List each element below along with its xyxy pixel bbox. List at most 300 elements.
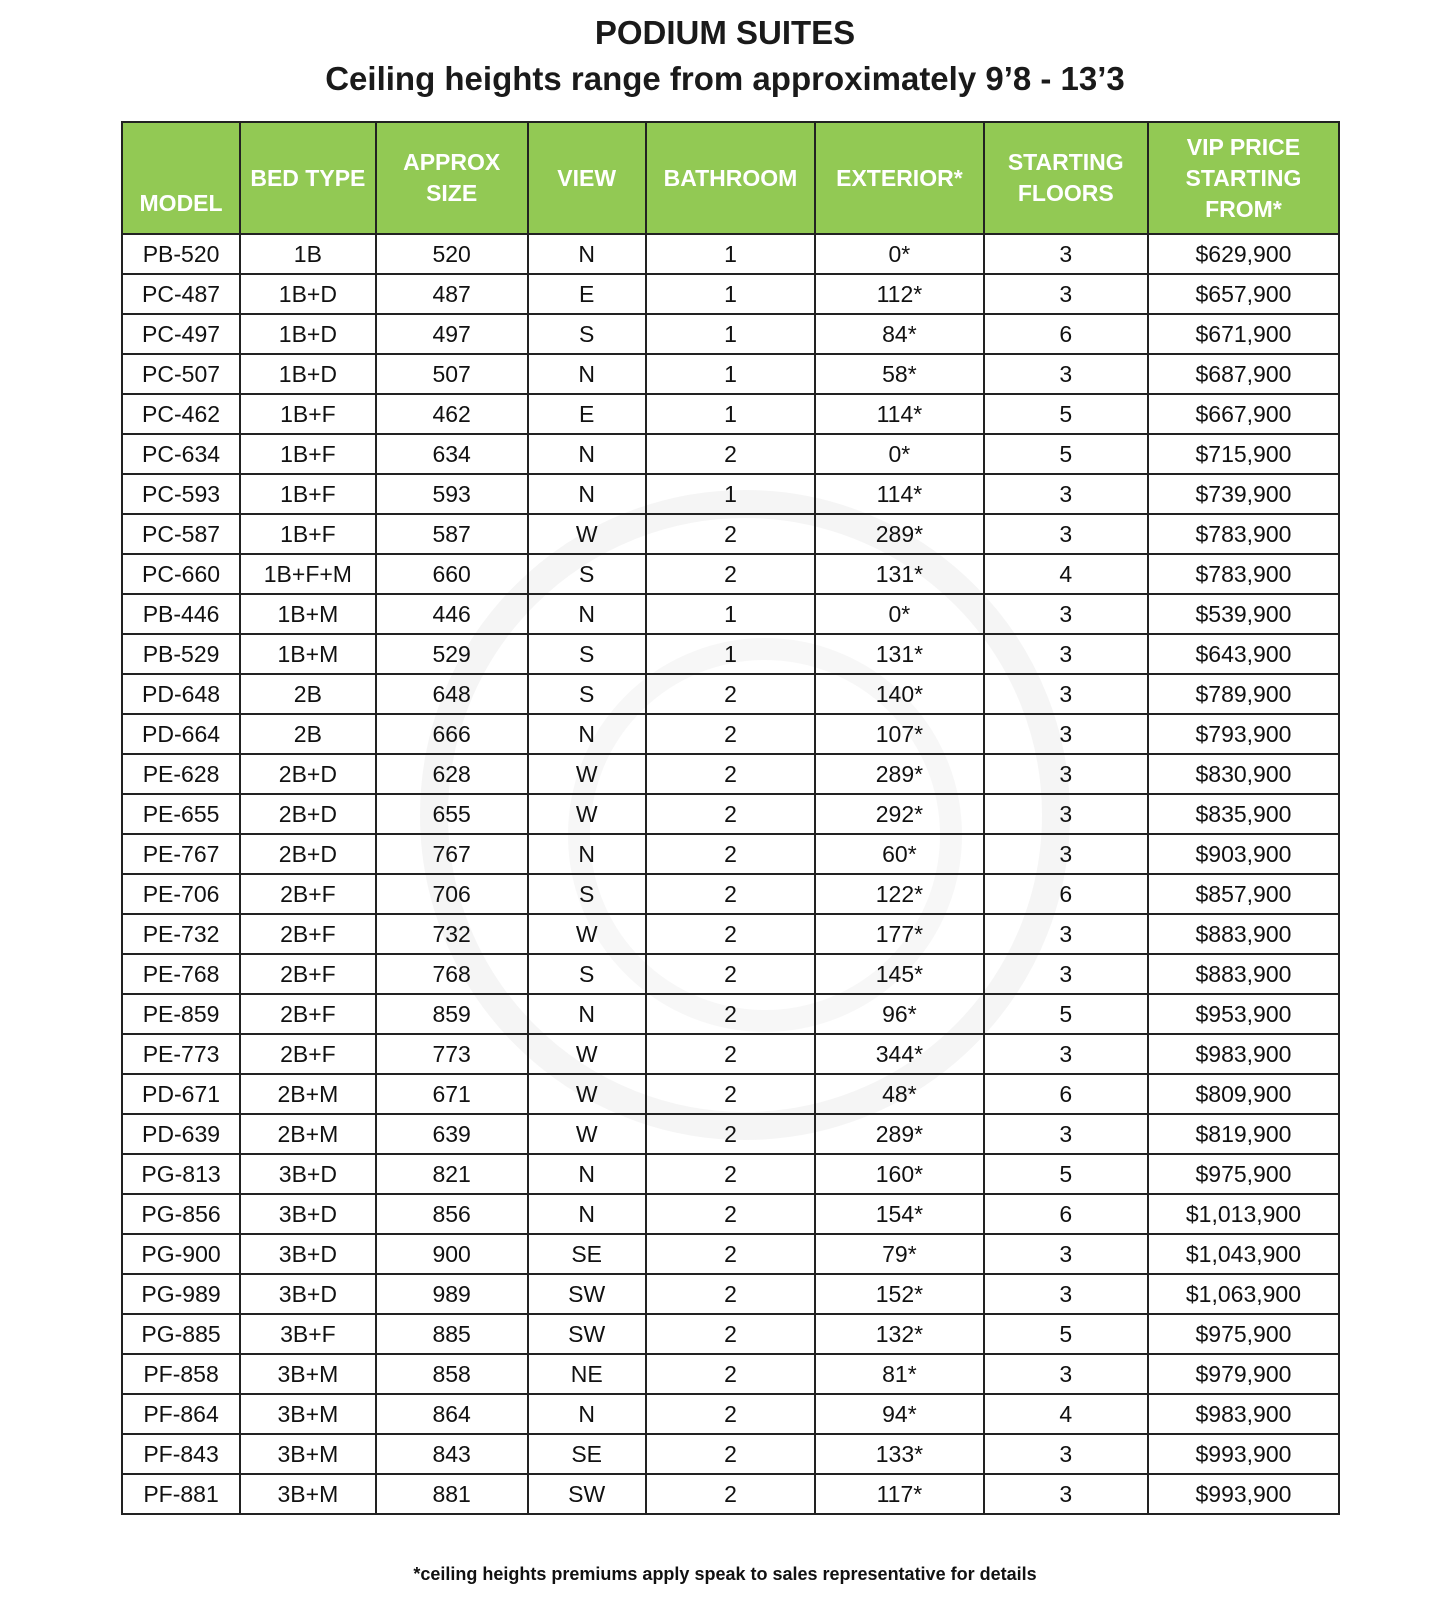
table-row xyxy=(122,1154,1339,1194)
table-row xyxy=(122,474,1339,514)
bathroom-cell: 2 xyxy=(646,434,815,474)
table-row xyxy=(122,754,1339,794)
bed-type-cell: 2B+M xyxy=(240,1114,376,1154)
model-cell: PG-900 xyxy=(122,1234,240,1274)
bathroom-cell: 1 xyxy=(646,274,815,314)
table-row xyxy=(122,994,1339,1034)
model-cell: PE-732 xyxy=(122,914,240,954)
size-cell: 648 xyxy=(376,674,528,714)
column-header-vip-price: VIP PRICE STARTING FROM* xyxy=(1148,122,1339,234)
table-row xyxy=(122,1274,1339,1314)
exterior-cell: 107* xyxy=(815,714,983,754)
bathroom-cell: 2 xyxy=(646,1154,815,1194)
exterior-cell: 131* xyxy=(815,634,983,674)
starting-floor-cell: 6 xyxy=(984,874,1148,914)
vip-price-cell: $1,013,900 xyxy=(1148,1194,1339,1234)
size-cell: 900 xyxy=(376,1234,528,1274)
exterior-cell: 154* xyxy=(815,1194,983,1234)
starting-floor-cell: 6 xyxy=(984,314,1148,354)
table-row xyxy=(122,1034,1339,1074)
vip-price-cell: $809,900 xyxy=(1148,1074,1339,1114)
bathroom-cell: 1 xyxy=(646,394,815,434)
size-cell: 732 xyxy=(376,914,528,954)
bathroom-cell: 2 xyxy=(646,1194,815,1234)
view-cell: N xyxy=(528,354,646,394)
size-cell: 462 xyxy=(376,394,528,434)
size-cell: 768 xyxy=(376,954,528,994)
bathroom-cell: 2 xyxy=(646,994,815,1034)
size-cell: 666 xyxy=(376,714,528,754)
view-cell: N xyxy=(528,234,646,274)
table-row xyxy=(122,314,1339,354)
model-cell: PE-768 xyxy=(122,954,240,994)
view-cell: W xyxy=(528,914,646,954)
model-cell: PC-587 xyxy=(122,514,240,554)
bathroom-cell: 2 xyxy=(646,1274,815,1314)
column-header-bathroom: BATHROOM xyxy=(646,122,815,234)
view-cell: N xyxy=(528,434,646,474)
table-row xyxy=(122,1474,1339,1514)
size-cell: 446 xyxy=(376,594,528,634)
view-cell: S xyxy=(528,874,646,914)
vip-price-cell: $983,900 xyxy=(1148,1394,1339,1434)
suites-table xyxy=(121,121,1340,1515)
vip-price-cell: $953,900 xyxy=(1148,994,1339,1034)
vip-price-cell: $783,900 xyxy=(1148,514,1339,554)
starting-floor-cell: 3 xyxy=(984,354,1148,394)
size-cell: 843 xyxy=(376,1434,528,1474)
exterior-cell: 112* xyxy=(815,274,983,314)
exterior-cell: 344* xyxy=(815,1034,983,1074)
bed-type-cell: 1B+M xyxy=(240,594,376,634)
size-cell: 989 xyxy=(376,1274,528,1314)
size-cell: 856 xyxy=(376,1194,528,1234)
exterior-cell: 0* xyxy=(815,434,983,474)
bathroom-cell: 2 xyxy=(646,1474,815,1514)
exterior-cell: 289* xyxy=(815,1114,983,1154)
model-cell: PC-593 xyxy=(122,474,240,514)
bed-type-cell: 2B+F xyxy=(240,954,376,994)
exterior-cell: 292* xyxy=(815,794,983,834)
starting-floor-cell: 3 xyxy=(984,794,1148,834)
starting-floor-cell: 3 xyxy=(984,674,1148,714)
size-cell: 864 xyxy=(376,1394,528,1434)
vip-price-cell: $883,900 xyxy=(1148,954,1339,994)
model-cell: PC-660 xyxy=(122,554,240,594)
starting-floor-cell: 5 xyxy=(984,394,1148,434)
bathroom-cell: 2 xyxy=(646,1394,815,1434)
vip-price-cell: $975,900 xyxy=(1148,1154,1339,1194)
model-cell: PG-856 xyxy=(122,1194,240,1234)
table-row xyxy=(122,714,1339,754)
table-row xyxy=(122,1394,1339,1434)
model-cell: PC-497 xyxy=(122,314,240,354)
bathroom-cell: 2 xyxy=(646,954,815,994)
model-cell: PD-639 xyxy=(122,1114,240,1154)
exterior-cell: 117* xyxy=(815,1474,983,1514)
page-subtitle: Ceiling heights range from approximately 9’8 - 13’3 xyxy=(325,60,1125,97)
model-cell: PD-664 xyxy=(122,714,240,754)
vip-price-cell: $1,043,900 xyxy=(1148,1234,1339,1274)
starting-floor-cell: 4 xyxy=(984,554,1148,594)
size-cell: 858 xyxy=(376,1354,528,1394)
exterior-cell: 131* xyxy=(815,554,983,594)
exterior-cell: 48* xyxy=(815,1074,983,1114)
bathroom-cell: 2 xyxy=(646,1114,815,1154)
vip-price-cell: $793,900 xyxy=(1148,714,1339,754)
vip-price-cell: $667,900 xyxy=(1148,394,1339,434)
bed-type-cell: 1B xyxy=(240,234,376,274)
model-cell: PE-773 xyxy=(122,1034,240,1074)
starting-floor-cell: 3 xyxy=(984,274,1148,314)
table-row xyxy=(122,1114,1339,1154)
bathroom-cell: 2 xyxy=(646,1074,815,1114)
size-cell: 639 xyxy=(376,1114,528,1154)
bed-type-cell: 1B+D xyxy=(240,354,376,394)
bathroom-cell: 2 xyxy=(646,914,815,954)
size-cell: 529 xyxy=(376,634,528,674)
model-cell: PE-767 xyxy=(122,834,240,874)
bathroom-cell: 1 xyxy=(646,234,815,274)
exterior-cell: 289* xyxy=(815,514,983,554)
model-cell: PE-655 xyxy=(122,794,240,834)
table-row xyxy=(122,794,1339,834)
table-row xyxy=(122,914,1339,954)
vip-price-cell: $687,900 xyxy=(1148,354,1339,394)
starting-floor-cell: 3 xyxy=(984,594,1148,634)
view-cell: SW xyxy=(528,1474,646,1514)
table-row xyxy=(122,1314,1339,1354)
model-cell: PF-858 xyxy=(122,1354,240,1394)
view-cell: N xyxy=(528,714,646,754)
starting-floor-cell: 3 xyxy=(984,1354,1148,1394)
size-cell: 660 xyxy=(376,554,528,594)
bed-type-cell: 2B+F xyxy=(240,914,376,954)
bed-type-cell: 2B+F xyxy=(240,874,376,914)
vip-price-cell: $739,900 xyxy=(1148,474,1339,514)
vip-price-cell: $857,900 xyxy=(1148,874,1339,914)
exterior-cell: 114* xyxy=(815,394,983,434)
exterior-cell: 145* xyxy=(815,954,983,994)
bathroom-cell: 2 xyxy=(646,874,815,914)
bed-type-cell: 2B+D xyxy=(240,834,376,874)
starting-floor-cell: 5 xyxy=(984,1314,1148,1354)
bathroom-cell: 2 xyxy=(646,714,815,754)
view-cell: W xyxy=(528,754,646,794)
view-cell: W xyxy=(528,1114,646,1154)
bed-type-cell: 3B+M xyxy=(240,1434,376,1474)
vip-price-cell: $903,900 xyxy=(1148,834,1339,874)
table-row xyxy=(122,554,1339,594)
bathroom-cell: 1 xyxy=(646,314,815,354)
bathroom-cell: 1 xyxy=(646,634,815,674)
bed-type-cell: 1B+D xyxy=(240,274,376,314)
vip-price-cell: $643,900 xyxy=(1148,634,1339,674)
bed-type-cell: 3B+D xyxy=(240,1274,376,1314)
exterior-cell: 289* xyxy=(815,754,983,794)
exterior-cell: 140* xyxy=(815,674,983,714)
view-cell: N xyxy=(528,594,646,634)
starting-floor-cell: 3 xyxy=(984,714,1148,754)
size-cell: 497 xyxy=(376,314,528,354)
bed-type-cell: 2B+D xyxy=(240,794,376,834)
view-cell: S xyxy=(528,554,646,594)
bed-type-cell: 2B+M xyxy=(240,1074,376,1114)
exterior-cell: 122* xyxy=(815,874,983,914)
exterior-cell: 81* xyxy=(815,1354,983,1394)
bed-type-cell: 2B+D xyxy=(240,754,376,794)
starting-floor-cell: 5 xyxy=(984,1154,1148,1194)
vip-price-cell: $993,900 xyxy=(1148,1434,1339,1474)
view-cell: S xyxy=(528,954,646,994)
bed-type-cell: 3B+D xyxy=(240,1154,376,1194)
starting-floor-cell: 3 xyxy=(984,754,1148,794)
size-cell: 881 xyxy=(376,1474,528,1514)
exterior-cell: 94* xyxy=(815,1394,983,1434)
column-header-bed-type: BED TYPE xyxy=(240,122,376,234)
bathroom-cell: 1 xyxy=(646,474,815,514)
bathroom-cell: 2 xyxy=(646,1234,815,1274)
model-cell: PC-634 xyxy=(122,434,240,474)
view-cell: N xyxy=(528,1394,646,1434)
column-header-starting-floors: STARTING FLOORS xyxy=(984,122,1148,234)
exterior-cell: 60* xyxy=(815,834,983,874)
bathroom-cell: 1 xyxy=(646,594,815,634)
size-cell: 587 xyxy=(376,514,528,554)
starting-floor-cell: 3 xyxy=(984,234,1148,274)
view-cell: SW xyxy=(528,1314,646,1354)
vip-price-cell: $830,900 xyxy=(1148,754,1339,794)
starting-floor-cell: 3 xyxy=(984,474,1148,514)
model-cell: PG-989 xyxy=(122,1274,240,1314)
view-cell: N xyxy=(528,474,646,514)
view-cell: S xyxy=(528,634,646,674)
table-row xyxy=(122,1354,1339,1394)
bathroom-cell: 2 xyxy=(646,1354,815,1394)
column-header-approx-size: APPROX SIZE xyxy=(376,122,528,234)
view-cell: E xyxy=(528,394,646,434)
bed-type-cell: 3B+M xyxy=(240,1394,376,1434)
table-row xyxy=(122,1234,1339,1274)
model-cell: PG-813 xyxy=(122,1154,240,1194)
view-cell: SW xyxy=(528,1274,646,1314)
exterior-cell: 133* xyxy=(815,1434,983,1474)
bed-type-cell: 2B+F xyxy=(240,1034,376,1074)
exterior-cell: 58* xyxy=(815,354,983,394)
size-cell: 773 xyxy=(376,1034,528,1074)
model-cell: PE-628 xyxy=(122,754,240,794)
starting-floor-cell: 3 xyxy=(984,1434,1148,1474)
model-cell: PG-885 xyxy=(122,1314,240,1354)
size-cell: 487 xyxy=(376,274,528,314)
starting-floor-cell: 3 xyxy=(984,1034,1148,1074)
model-cell: PC-462 xyxy=(122,394,240,434)
bed-type-cell: 1B+F xyxy=(240,394,376,434)
vip-price-cell: $883,900 xyxy=(1148,914,1339,954)
bed-type-cell: 1B+M xyxy=(240,634,376,674)
bed-type-cell: 2B xyxy=(240,674,376,714)
starting-floor-cell: 3 xyxy=(984,1234,1148,1274)
vip-price-cell: $539,900 xyxy=(1148,594,1339,634)
starting-floor-cell: 3 xyxy=(984,834,1148,874)
view-cell: N xyxy=(528,1154,646,1194)
table-row xyxy=(122,874,1339,914)
bathroom-cell: 2 xyxy=(646,794,815,834)
vip-price-cell: $629,900 xyxy=(1148,234,1339,274)
vip-price-cell: $835,900 xyxy=(1148,794,1339,834)
starting-floor-cell: 3 xyxy=(984,914,1148,954)
model-cell: PB-520 xyxy=(122,234,240,274)
exterior-cell: 132* xyxy=(815,1314,983,1354)
exterior-cell: 84* xyxy=(815,314,983,354)
exterior-cell: 96* xyxy=(815,994,983,1034)
view-cell: N xyxy=(528,994,646,1034)
size-cell: 706 xyxy=(376,874,528,914)
view-cell: E xyxy=(528,274,646,314)
table-header-row xyxy=(122,122,1339,234)
starting-floor-cell: 3 xyxy=(984,1274,1148,1314)
bed-type-cell: 1B+F xyxy=(240,474,376,514)
bathroom-cell: 2 xyxy=(646,754,815,794)
table-row xyxy=(122,634,1339,674)
size-cell: 520 xyxy=(376,234,528,274)
table-row xyxy=(122,274,1339,314)
table-row xyxy=(122,1194,1339,1234)
table-row xyxy=(122,394,1339,434)
view-cell: S xyxy=(528,314,646,354)
bed-type-cell: 3B+D xyxy=(240,1194,376,1234)
size-cell: 859 xyxy=(376,994,528,1034)
bathroom-cell: 2 xyxy=(646,1434,815,1474)
bed-type-cell: 2B xyxy=(240,714,376,754)
bed-type-cell: 3B+F xyxy=(240,1314,376,1354)
starting-floor-cell: 3 xyxy=(984,1114,1148,1154)
model-cell: PD-648 xyxy=(122,674,240,714)
table-row xyxy=(122,354,1339,394)
table-row xyxy=(122,954,1339,994)
model-cell: PF-843 xyxy=(122,1434,240,1474)
starting-floor-cell: 3 xyxy=(984,954,1148,994)
bed-type-cell: 3B+M xyxy=(240,1474,376,1514)
model-cell: PC-487 xyxy=(122,274,240,314)
bathroom-cell: 2 xyxy=(646,514,815,554)
model-cell: PF-864 xyxy=(122,1394,240,1434)
vip-price-cell: $657,900 xyxy=(1148,274,1339,314)
model-cell: PB-529 xyxy=(122,634,240,674)
footnote: *ceiling heights premiums apply speak to sales representative for details xyxy=(413,1564,1037,1584)
bathroom-cell: 2 xyxy=(646,834,815,874)
view-cell: S xyxy=(528,674,646,714)
view-cell: W xyxy=(528,1074,646,1114)
table-row xyxy=(122,1434,1339,1474)
view-cell: SE xyxy=(528,1234,646,1274)
view-cell: N xyxy=(528,1194,646,1234)
vip-price-cell: $789,900 xyxy=(1148,674,1339,714)
model-cell: PE-706 xyxy=(122,874,240,914)
vip-price-cell: $715,900 xyxy=(1148,434,1339,474)
table-row xyxy=(122,434,1339,474)
size-cell: 628 xyxy=(376,754,528,794)
model-cell: PD-671 xyxy=(122,1074,240,1114)
table-row xyxy=(122,234,1339,274)
model-cell: PB-446 xyxy=(122,594,240,634)
starting-floor-cell: 6 xyxy=(984,1074,1148,1114)
bathroom-cell: 1 xyxy=(646,354,815,394)
size-cell: 767 xyxy=(376,834,528,874)
bed-type-cell: 2B+F xyxy=(240,994,376,1034)
size-cell: 507 xyxy=(376,354,528,394)
size-cell: 885 xyxy=(376,1314,528,1354)
vip-price-cell: $983,900 xyxy=(1148,1034,1339,1074)
exterior-cell: 79* xyxy=(815,1234,983,1274)
size-cell: 634 xyxy=(376,434,528,474)
table-row xyxy=(122,834,1339,874)
bed-type-cell: 1B+F xyxy=(240,434,376,474)
bed-type-cell: 1B+F xyxy=(240,514,376,554)
size-cell: 671 xyxy=(376,1074,528,1114)
table-row xyxy=(122,594,1339,634)
starting-floor-cell: 3 xyxy=(984,634,1148,674)
view-cell: N xyxy=(528,834,646,874)
starting-floor-cell: 5 xyxy=(984,434,1148,474)
size-cell: 593 xyxy=(376,474,528,514)
bathroom-cell: 2 xyxy=(646,674,815,714)
starting-floor-cell: 3 xyxy=(984,1474,1148,1514)
vip-price-cell: $819,900 xyxy=(1148,1114,1339,1154)
table-row xyxy=(122,514,1339,554)
view-cell: W xyxy=(528,1034,646,1074)
view-cell: NE xyxy=(528,1354,646,1394)
starting-floor-cell: 5 xyxy=(984,994,1148,1034)
view-cell: W xyxy=(528,794,646,834)
bathroom-cell: 2 xyxy=(646,1034,815,1074)
exterior-cell: 114* xyxy=(815,474,983,514)
exterior-cell: 0* xyxy=(815,234,983,274)
bathroom-cell: 2 xyxy=(646,1314,815,1354)
view-cell: SE xyxy=(528,1434,646,1474)
vip-price-cell: $993,900 xyxy=(1148,1474,1339,1514)
vip-price-cell: $975,900 xyxy=(1148,1314,1339,1354)
vip-price-cell: $1,063,900 xyxy=(1148,1274,1339,1314)
model-cell: PC-507 xyxy=(122,354,240,394)
vip-price-cell: $783,900 xyxy=(1148,554,1339,594)
table-row xyxy=(122,1074,1339,1114)
column-header-exterior: EXTERIOR* xyxy=(815,122,983,234)
vip-price-cell: $979,900 xyxy=(1148,1354,1339,1394)
model-cell: PE-859 xyxy=(122,994,240,1034)
column-header-view: VIEW xyxy=(528,122,646,234)
bed-type-cell: 3B+D xyxy=(240,1234,376,1274)
starting-floor-cell: 3 xyxy=(984,514,1148,554)
column-header-model: MODEL xyxy=(122,122,240,234)
page-title: PODIUM SUITES xyxy=(594,14,856,51)
starting-floor-cell: 6 xyxy=(984,1194,1148,1234)
size-cell: 655 xyxy=(376,794,528,834)
exterior-cell: 177* xyxy=(815,914,983,954)
starting-floor-cell: 4 xyxy=(984,1394,1148,1434)
model-cell: PF-881 xyxy=(122,1474,240,1514)
table-body xyxy=(122,234,1339,1514)
bed-type-cell: 3B+M xyxy=(240,1354,376,1394)
view-cell: W xyxy=(528,514,646,554)
bed-type-cell: 1B+F+M xyxy=(240,554,376,594)
table-row xyxy=(122,674,1339,714)
exterior-cell: 0* xyxy=(815,594,983,634)
exterior-cell: 152* xyxy=(815,1274,983,1314)
bed-type-cell: 1B+D xyxy=(240,314,376,354)
size-cell: 821 xyxy=(376,1154,528,1194)
bathroom-cell: 2 xyxy=(646,554,815,594)
